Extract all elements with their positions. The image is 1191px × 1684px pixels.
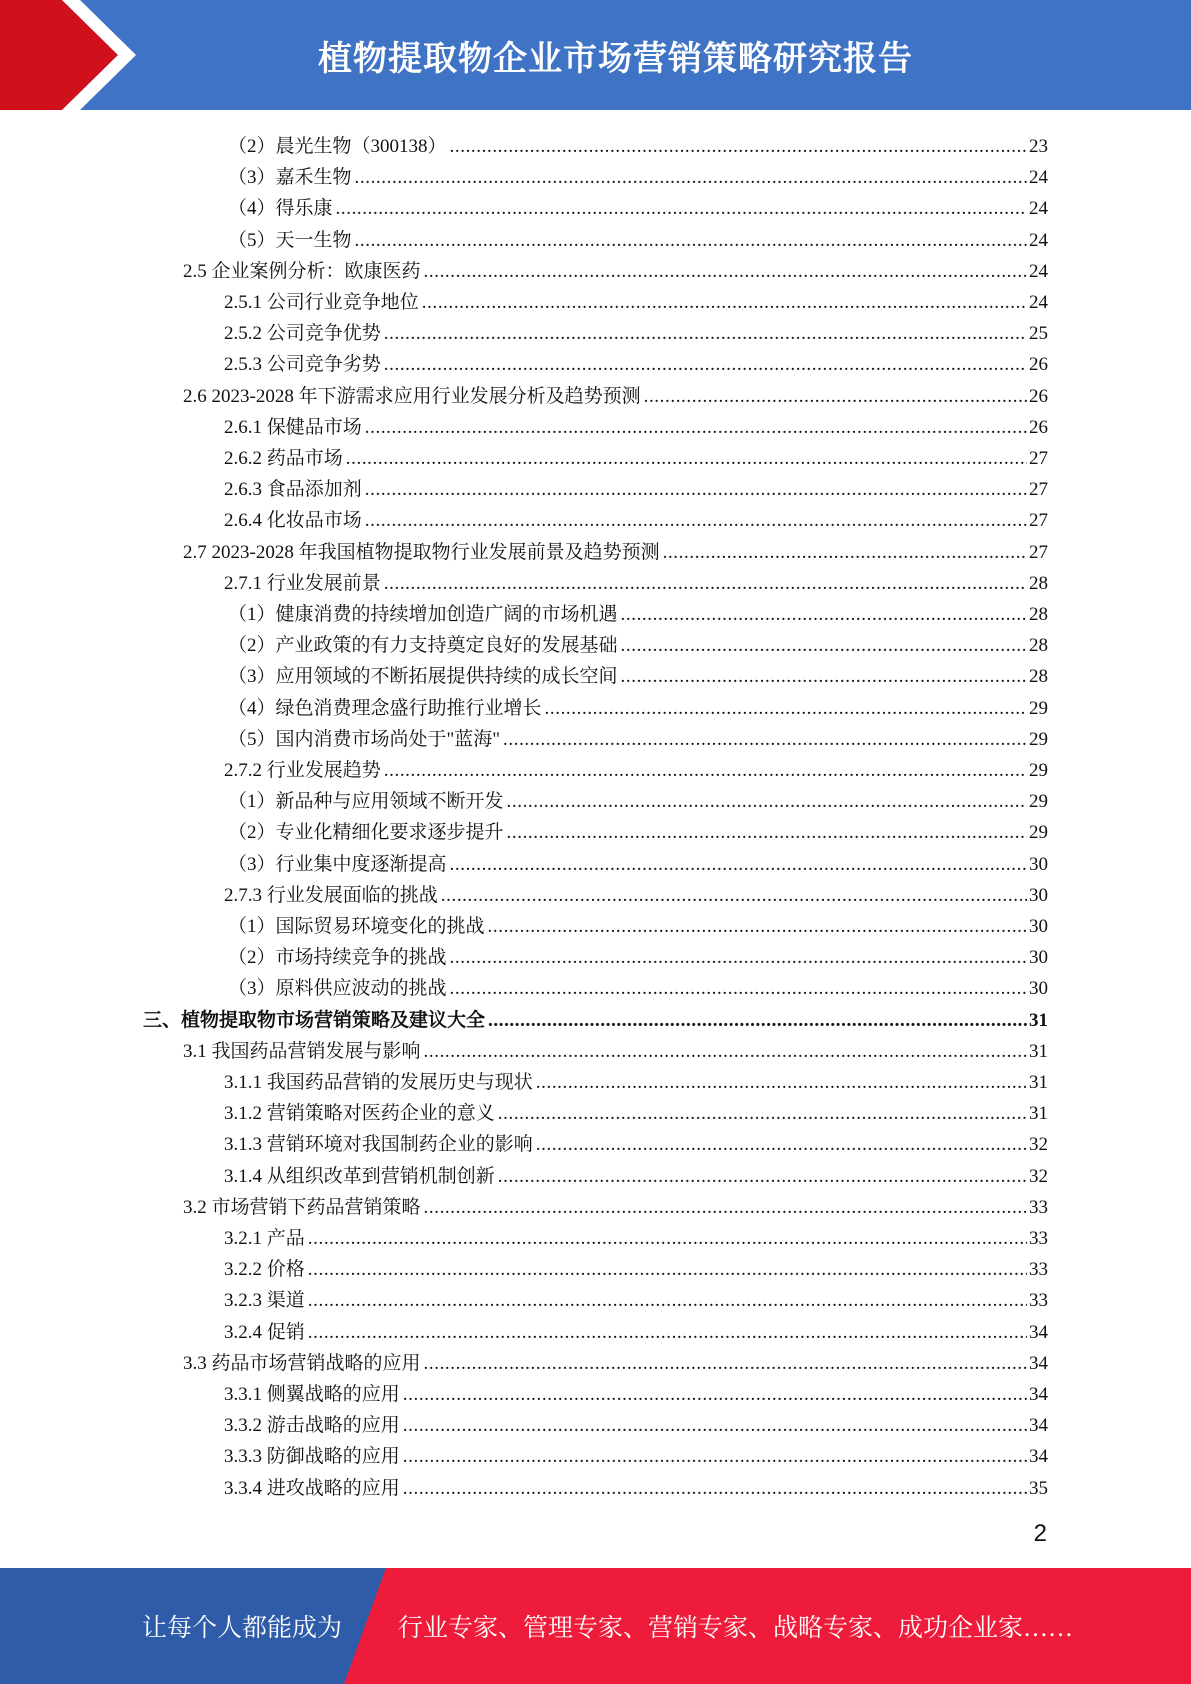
toc-entry-page: 29 [1029, 791, 1048, 813]
toc-entry[interactable] [228, 783, 1048, 814]
report-header [0, 0, 1191, 110]
toc-entry-label: （5）天一生物 [228, 229, 352, 251]
footer-slogan-right: 行业专家、管理专家、营销专家、战略专家、成功企业家…… [398, 1615, 1074, 1642]
toc-entry[interactable] [224, 1282, 1048, 1313]
toc-dot-leader [424, 260, 1027, 284]
toc-dot-leader [424, 1352, 1027, 1376]
toc-dot-leader [424, 1040, 1027, 1064]
report-footer [0, 1568, 1191, 1684]
toc-entry-label: 3.1 我国药品营销发展与影响 [183, 1040, 421, 1062]
toc-dot-leader [308, 1289, 1027, 1313]
toc-dot-leader [663, 541, 1027, 565]
toc-entry-label: （2）市场持续竞争的挑战 [228, 947, 447, 969]
toc-dot-leader [422, 291, 1027, 315]
toc-entry[interactable] [228, 222, 1048, 253]
toc-dot-leader [308, 1321, 1027, 1345]
toc-entry[interactable] [224, 1407, 1048, 1438]
toc-entry-label: 3.2 市场营销下药品营销策略 [183, 1196, 421, 1218]
toc-entry[interactable] [224, 565, 1048, 596]
toc-entry-label: 三、植物提取物市场营销策略及建议大全 [143, 1009, 486, 1031]
toc-entry[interactable] [224, 1095, 1048, 1126]
toc-entry-page: 30 [1029, 978, 1048, 1000]
toc-entry-label: 3.2.2 价格 [224, 1259, 305, 1281]
toc-entry[interactable] [228, 190, 1048, 221]
toc-entry-page: 26 [1029, 385, 1048, 407]
toc-entry-page: 27 [1029, 510, 1048, 532]
page-number: 2 [1033, 1520, 1047, 1547]
toc-entry-page: 24 [1029, 167, 1048, 189]
toc-entry-page: 27 [1029, 541, 1048, 563]
toc-entry[interactable] [224, 752, 1048, 783]
toc-entry[interactable] [228, 908, 1048, 939]
toc-entry-page: 28 [1029, 666, 1048, 688]
toc-dot-leader [365, 416, 1027, 440]
toc-dot-leader [336, 197, 1027, 221]
toc-entry[interactable] [228, 596, 1048, 627]
toc-entry[interactable] [224, 1126, 1048, 1157]
toc-entry-label: 3.3.4 进攻战略的应用 [224, 1477, 400, 1499]
toc-entry-page: 30 [1029, 947, 1048, 969]
toc-dot-leader [450, 853, 1027, 877]
toc-entry-label: （3）应用领域的不断拓展提供持续的成长空间 [228, 666, 618, 688]
toc-entry-page: 29 [1029, 728, 1048, 750]
toc-entry-page: 31 [1029, 1009, 1048, 1031]
toc-entry-label: （1）国际贸易环境变化的挑战 [228, 916, 485, 937]
toc-entry[interactable] [224, 502, 1048, 533]
toc-dot-leader [498, 1165, 1027, 1189]
toc-entry[interactable] [224, 1220, 1048, 1251]
toc-entry-label: 3.1.2 营销策略对医药企业的意义 [224, 1103, 495, 1125]
toc-entry-label: 2.7 2023-2028 年我国植物提取物行业发展前景及趋势预测 [183, 541, 660, 563]
toc-entry-page: 30 [1029, 884, 1048, 906]
toc-entry-page: 30 [1029, 853, 1048, 875]
toc-entry[interactable] [224, 1251, 1048, 1282]
toc-entry[interactable] [183, 534, 1048, 565]
toc-entry[interactable] [224, 1158, 1048, 1189]
toc-entry-page: 25 [1029, 323, 1048, 345]
toc-dot-leader [498, 1102, 1027, 1126]
toc-entry-label: （1）新品种与应用领域不断开发 [228, 791, 504, 813]
toc-entry-label: （3）原料供应波动的挑战 [228, 978, 447, 1000]
toc-entry-label: （2）晨光生物（300138） [228, 136, 447, 157]
toc-dot-leader [403, 1477, 1027, 1501]
toc-dot-leader [488, 1009, 1027, 1033]
toc-dot-leader [503, 728, 1027, 752]
toc-dot-leader [450, 946, 1027, 970]
toc-dot-leader [355, 166, 1027, 190]
footer-slogan-left: 让每个人都能成为 [142, 1615, 343, 1642]
report-title: 植物提取物企业市场营销策略研究报告 [318, 38, 913, 79]
toc-entry-page: 28 [1029, 604, 1048, 625]
toc-entry-label: （3）嘉禾生物 [228, 167, 352, 189]
toc-dot-leader [365, 509, 1027, 533]
toc-entry-label: 3.1.3 营销环境对我国制药企业的影响 [224, 1134, 533, 1156]
toc-entry-page: 34 [1029, 1321, 1048, 1343]
toc-entry-label: 3.2.4 促销 [224, 1321, 305, 1343]
toc-dot-leader [507, 821, 1027, 845]
toc-dot-leader [346, 447, 1027, 471]
toc-entry-label: （2）专业化精细化要求逐步提升 [228, 822, 504, 844]
toc-dot-leader [621, 665, 1027, 689]
toc-entry[interactable] [224, 1470, 1048, 1501]
toc-entry-label: 2.5.3 公司竞争劣势 [224, 354, 381, 376]
toc-entry-label: 3.2.1 产品 [224, 1228, 305, 1249]
toc-dot-leader [441, 884, 1027, 908]
toc-entry-page: 31 [1029, 1103, 1048, 1125]
toc-entry[interactable] [143, 1002, 1048, 1033]
toc-entry-label: 2.6.1 保健品市场 [224, 416, 362, 438]
toc-entry[interactable] [183, 1033, 1048, 1064]
toc-entry-page: 27 [1029, 448, 1048, 469]
toc-entry-page: 23 [1029, 136, 1048, 157]
toc-dot-leader [424, 1196, 1027, 1220]
toc-entry-label: 2.6 2023-2028 年下游需求应用行业发展分析及趋势预测 [183, 385, 641, 407]
toc-dot-leader [507, 790, 1027, 814]
toc-entry-label: 2.6.4 化妆品市场 [224, 510, 362, 532]
toc-entry[interactable] [224, 284, 1048, 315]
toc-dot-leader [536, 1133, 1027, 1157]
toc-entry-page: 26 [1029, 354, 1048, 376]
toc-entry[interactable] [224, 315, 1048, 346]
toc-dot-leader [644, 385, 1027, 409]
toc-entry-page: 24 [1029, 198, 1048, 220]
toc-entry[interactable] [224, 1376, 1048, 1407]
toc-entry[interactable] [224, 877, 1048, 908]
toc-dot-leader [384, 353, 1027, 377]
toc-entry-page: 34 [1029, 1384, 1048, 1405]
toc-entry-page: 24 [1029, 260, 1048, 282]
toc-dot-leader [403, 1383, 1027, 1407]
toc-entry[interactable] [224, 409, 1048, 440]
toc-entry[interactable] [228, 939, 1048, 970]
toc-entry[interactable] [224, 1314, 1048, 1345]
toc-entry[interactable] [224, 440, 1048, 471]
toc-entry[interactable] [228, 627, 1048, 658]
toc-entry-label: 3.3.1 侧翼战略的应用 [224, 1384, 400, 1405]
toc-dot-leader [355, 229, 1027, 253]
toc-dot-leader [450, 977, 1027, 1001]
toc-entry[interactable] [224, 1064, 1048, 1095]
toc-entry-page: 33 [1029, 1196, 1048, 1218]
toc-entry[interactable] [224, 471, 1048, 502]
toc-entry-label: 2.5.2 公司竞争优势 [224, 323, 381, 345]
toc-entry-page: 24 [1029, 229, 1048, 251]
toc-dot-leader [384, 322, 1027, 346]
toc-entry-page: 29 [1029, 822, 1048, 844]
toc-entry[interactable] [228, 846, 1048, 877]
toc-entry-label: （1）健康消费的持续增加创造广阔的市场机遇 [228, 604, 618, 625]
toc-entry-label: （4）得乐康 [228, 198, 333, 220]
toc-entry-page: 29 [1029, 760, 1048, 781]
toc-entry-label: 2.5 企业案例分析：欧康医药 [183, 260, 421, 282]
toc-entry-label: 3.3 药品市场营销战略的应用 [183, 1352, 421, 1374]
toc-entry-page: 30 [1029, 916, 1048, 937]
toc-entry[interactable] [228, 690, 1048, 721]
toc-entry-label: 2.6.3 食品添加剂 [224, 479, 362, 501]
toc-entry[interactable] [224, 1438, 1048, 1469]
toc-dot-leader [545, 697, 1027, 721]
toc-entry[interactable] [228, 159, 1048, 190]
toc-dot-leader [308, 1258, 1027, 1282]
toc-entry-label: 3.1.1 我国药品营销的发展历史与现状 [224, 1072, 533, 1093]
toc-entry-page: 34 [1029, 1415, 1048, 1437]
toc-entry-page: 28 [1029, 572, 1048, 594]
toc-entry-page: 31 [1029, 1072, 1048, 1093]
toc-dot-leader [450, 135, 1027, 159]
toc-entry-label: 2.5.1 公司行业竞争地位 [224, 292, 419, 313]
toc-entry-page: 33 [1029, 1259, 1048, 1281]
toc-entry-page: 26 [1029, 416, 1048, 438]
toc-entry-page: 32 [1029, 1165, 1048, 1187]
toc-entry-page: 33 [1029, 1290, 1048, 1312]
toc-dot-leader [403, 1445, 1027, 1469]
toc-entry-label: 3.2.3 渠道 [224, 1290, 305, 1312]
toc-entry-label: 3.1.4 从组织改革到营销机制创新 [224, 1165, 495, 1187]
toc-dot-leader [384, 759, 1027, 783]
toc-dot-leader [536, 1071, 1027, 1095]
toc-entry[interactable] [183, 378, 1048, 409]
toc-entry-label: 2.7.1 行业发展前景 [224, 572, 381, 594]
toc-entry[interactable] [228, 128, 1048, 159]
toc-entry-page: 34 [1029, 1352, 1048, 1374]
toc-dot-leader [488, 915, 1027, 939]
toc-entry[interactable] [183, 1189, 1048, 1220]
toc-entry[interactable] [228, 721, 1048, 752]
toc-entry[interactable] [228, 814, 1048, 845]
toc-entry[interactable] [183, 253, 1048, 284]
toc-entry[interactable] [183, 1345, 1048, 1376]
toc-entry[interactable] [228, 970, 1048, 1001]
toc-entry-page: 27 [1029, 479, 1048, 501]
toc-entry-page: 31 [1029, 1040, 1048, 1062]
toc-entry-page: 34 [1029, 1446, 1048, 1468]
toc-entry-label: （2）产业政策的有力支持奠定良好的发展基础 [228, 635, 618, 657]
toc-entry-label: （4）绿色消费理念盛行助推行业增长 [228, 697, 542, 719]
toc-entry-label: 2.7.3 行业发展面临的挑战 [224, 884, 438, 906]
toc-entry-label: （3）行业集中度逐渐提高 [228, 853, 447, 875]
toc-entry-label: （5）国内消费市场尚处于"蓝海" [228, 728, 501, 750]
toc-entry-label: 3.3.3 防御战略的应用 [224, 1446, 400, 1468]
toc-entry-page: 24 [1029, 292, 1048, 313]
toc-dot-leader [365, 478, 1027, 502]
toc-entry-page: 28 [1029, 635, 1048, 657]
toc-dot-leader [403, 1414, 1027, 1438]
toc-entry-page: 32 [1029, 1134, 1048, 1156]
toc-dot-leader [308, 1227, 1027, 1251]
toc-entry-page: 29 [1029, 697, 1048, 719]
toc-dot-leader [621, 603, 1027, 627]
toc-entry-label: 2.7.2 行业发展趋势 [224, 760, 381, 781]
toc-entry-page: 35 [1029, 1477, 1048, 1499]
toc-entry[interactable] [228, 658, 1048, 689]
toc-dot-leader [384, 572, 1027, 596]
toc-dot-leader [621, 634, 1027, 658]
toc-entry[interactable] [224, 346, 1048, 377]
toc-entry-label: 2.6.2 药品市场 [224, 448, 343, 469]
toc-entry-page: 33 [1029, 1228, 1048, 1249]
toc-entry-label: 3.3.2 游击战略的应用 [224, 1415, 400, 1437]
